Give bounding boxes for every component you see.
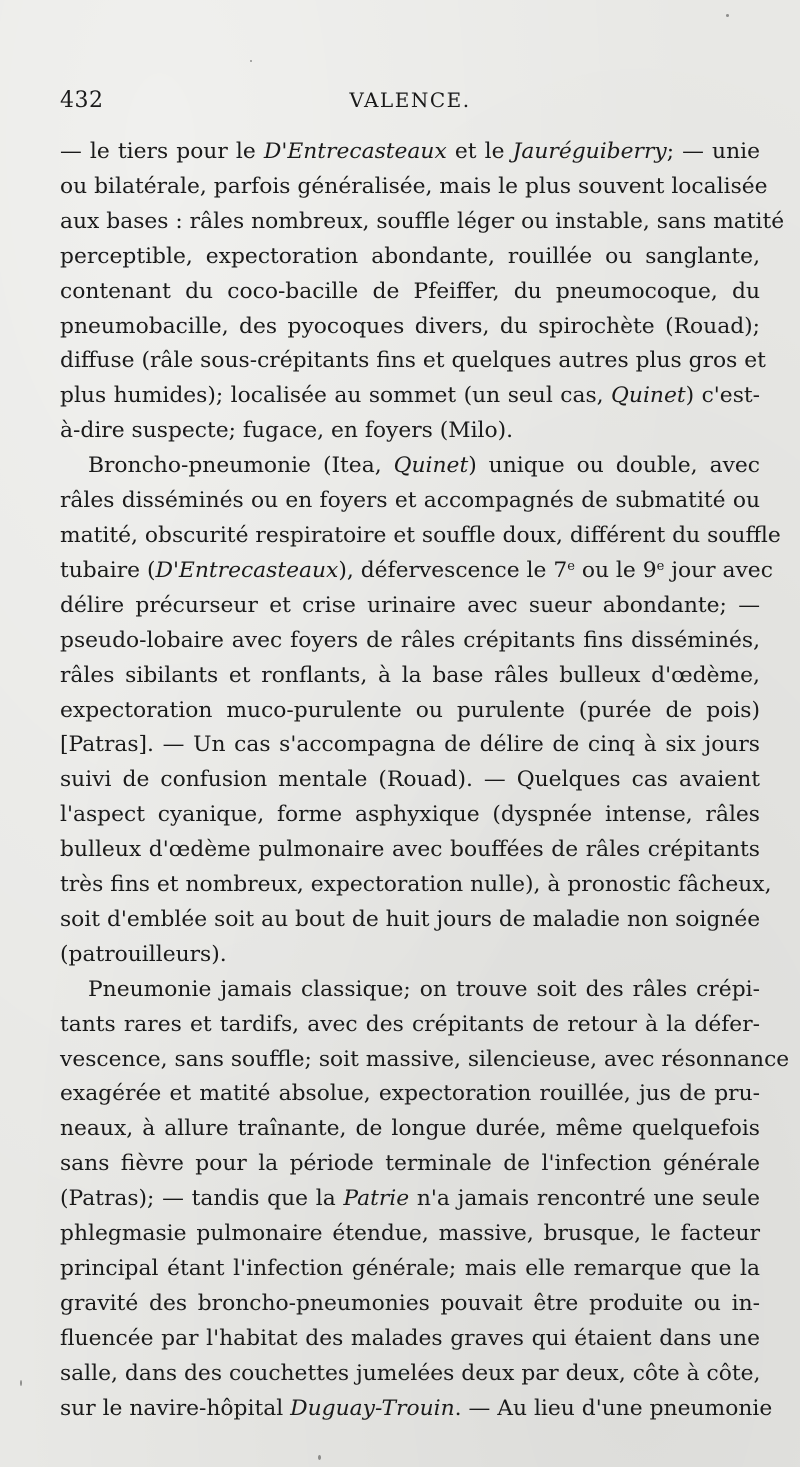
- text-line: [60, 1322, 760, 1357]
- text-line: [60, 1357, 760, 1392]
- text-segment: matité, obscurité respiratoire et souffle doux, différent du souffle: [60, 522, 781, 548]
- text-line: [60, 449, 760, 484]
- text-segment: perceptible, expectoration abondante, rouillée ou sanglante,: [60, 243, 760, 269]
- text-segment: jour avec: [664, 557, 773, 583]
- text-line: [60, 868, 772, 903]
- text-line: [60, 763, 760, 798]
- text-line: [60, 1112, 760, 1147]
- text-segment: sans fièvre pour la période terminale de l'infection générale: [60, 1151, 760, 1177]
- italic-text: D'Entrecasteaux: [155, 557, 339, 583]
- text-line: [60, 728, 760, 763]
- text-line: [60, 833, 760, 868]
- text-line: [60, 275, 760, 310]
- text-segment: très fins et nombreux, expectoration nulle), à pronostic fâcheux,: [60, 872, 772, 898]
- text-segment: Broncho-pneumonie (Itea,: [88, 453, 394, 479]
- text-line: [60, 344, 766, 379]
- text-segment: tants rares et tardifs, avec des crépitants de retour à la défer-: [60, 1011, 760, 1037]
- text-segment: principal étant l'infection générale; mais elle remarque que la: [60, 1256, 760, 1281]
- text-segment: phlegmasie pulmonaire étendue, massive, brusque, le facteur: [60, 1221, 760, 1247]
- text-line: [60, 484, 760, 519]
- text-segment: neaux, à allure traînante, de longue durée, même quelquefois: [60, 1116, 760, 1142]
- italic-text: Quinet: [393, 453, 469, 479]
- text-segment: vescence, sans souffle; soit massive, silencieuse, avec résonnance: [60, 1046, 790, 1072]
- text-line: [60, 1147, 760, 1182]
- text-segment: ) unique ou double, avec: [468, 453, 761, 479]
- superscript: e: [567, 558, 575, 574]
- text-line: [60, 310, 760, 345]
- scan-speck: [20, 1380, 22, 1386]
- text-line: [60, 938, 760, 973]
- text-line: [60, 659, 760, 694]
- text-segment: n'a jamais rencontré une seule: [409, 1186, 760, 1212]
- text-segment: (Patras); — tandis que la: [60, 1186, 344, 1212]
- text-segment: gravité des broncho-pneumonies pouvait être produite ou in-: [60, 1290, 760, 1316]
- text-segment: [Patras]. — Un cas s'accompagna de délire de cinq à six jours: [60, 732, 760, 758]
- text-line: [60, 240, 760, 275]
- text-line: [60, 624, 760, 659]
- italic-text: Patrie: [343, 1186, 410, 1212]
- superscript: e: [656, 558, 665, 574]
- text-segment: expectoration muco-purulente ou purulente (purée de pois): [60, 697, 760, 723]
- text-segment: ou le 9: [574, 557, 657, 583]
- text-segment: délire précurseur et crise urinaire avec sueur abondante; —: [60, 592, 760, 618]
- page-number: 432: [60, 88, 104, 113]
- text-segment: suivi de confusion mentale (Rouad). — Quelques cas avaient: [60, 767, 760, 793]
- text-segment: ; — unie: [666, 139, 760, 164]
- text-line: [60, 1008, 760, 1043]
- running-title: VALENCE.: [349, 88, 471, 112]
- text-segment: Pneumonie jamais classique; on trouve soit des râles crépi-: [88, 976, 760, 1002]
- text-line: [60, 694, 760, 729]
- text-segment: pseudo-lobaire avec foyers de râles crépitants fins disséminés,: [60, 627, 760, 653]
- text-segment: ou bilatérale, parfois généralisée, mais le plus souvent localisée: [60, 173, 768, 199]
- text-line: [60, 414, 760, 449]
- text-line: [60, 1217, 760, 1252]
- text-segment: contenant du coco-bacille de Pfeiffer, du pneumocoque, du: [60, 278, 760, 304]
- text-segment: plus humides); localisée au sommet (un seul cas,: [60, 383, 612, 409]
- text-line: [60, 903, 760, 938]
- text-line: [60, 1182, 760, 1217]
- text-segment: à-dire suspecte; fugace, en foyers (Milo).: [60, 418, 514, 444]
- paragraph-3: [60, 973, 790, 1427]
- text-segment: aux bases : râles nombreux, souffle léger ou instable, sans matité: [60, 208, 785, 234]
- text-segment: bulleux d'œdème pulmonaire avec bouffées de râles crépitants: [60, 837, 760, 863]
- text-segment: diffuse (râle sous-crépitants fins et quelques autres plus gros et: [60, 348, 766, 374]
- text-line: [60, 205, 785, 240]
- text-line: [60, 554, 773, 589]
- text-segment: exagérée et matité absolue, expectoration rouillée, jus de pru-: [60, 1081, 760, 1107]
- italic-text: Jauréguiberry: [512, 139, 667, 164]
- text-line: [60, 1043, 790, 1078]
- text-segment: râles sibilants et ronflants, à la base râles bulleux d'œdème,: [60, 662, 760, 688]
- paragraph-2: [60, 449, 781, 973]
- italic-text: Quinet: [611, 383, 686, 409]
- text-segment: salle, dans des couchettes jumelées deux par deux, côte à côte,: [60, 1360, 761, 1386]
- text-segment: râles disséminés ou en foyers et accompagnés de submatité ou: [60, 488, 760, 514]
- text-line: [60, 798, 760, 833]
- text-line: [60, 589, 760, 624]
- text-line: [60, 170, 768, 205]
- scan-speck: [250, 60, 252, 62]
- text-line: [60, 379, 760, 414]
- text-segment: fluencée par l'habitat des malades graves qui étaient dans une: [60, 1325, 760, 1351]
- text-line: [60, 135, 760, 170]
- text-segment: et le: [446, 139, 513, 164]
- text-line: [60, 1287, 760, 1322]
- text-segment: sur le navire-hôpital: [60, 1395, 291, 1421]
- text-segment: (patrouilleurs).: [60, 941, 227, 967]
- page-body: [60, 135, 790, 1421]
- text-segment: ), défervescence le 7: [338, 557, 568, 583]
- text-segment: — le tiers pour le: [60, 139, 264, 164]
- text-line: [60, 1392, 773, 1427]
- text-segment: soit d'emblée soit au bout de huit jours de maladie non soignée: [60, 906, 761, 932]
- text-segment: tubaire (: [60, 557, 156, 583]
- text-segment: pneumobacille, des pyocoques divers, du spirochète (Rouad);: [60, 313, 760, 339]
- text-line: [60, 1252, 760, 1287]
- text-line: [60, 973, 760, 1008]
- italic-text: D'Entrecasteaux: [263, 139, 447, 164]
- text-line: [60, 1077, 760, 1112]
- text-line: [60, 519, 781, 554]
- text-segment: . — Au lieu d'une pneumonie: [454, 1395, 773, 1421]
- text-segment: l'aspect cyanique, forme asphyxique (dyspnée intense, râles: [60, 802, 760, 828]
- italic-text: Duguay-Trouin: [290, 1395, 455, 1421]
- paragraph-1: [60, 135, 785, 449]
- scan-speck: [318, 1455, 321, 1460]
- scan-speck: [726, 14, 729, 17]
- page-header: [60, 88, 760, 124]
- text-segment: ) c'est-: [685, 383, 761, 409]
